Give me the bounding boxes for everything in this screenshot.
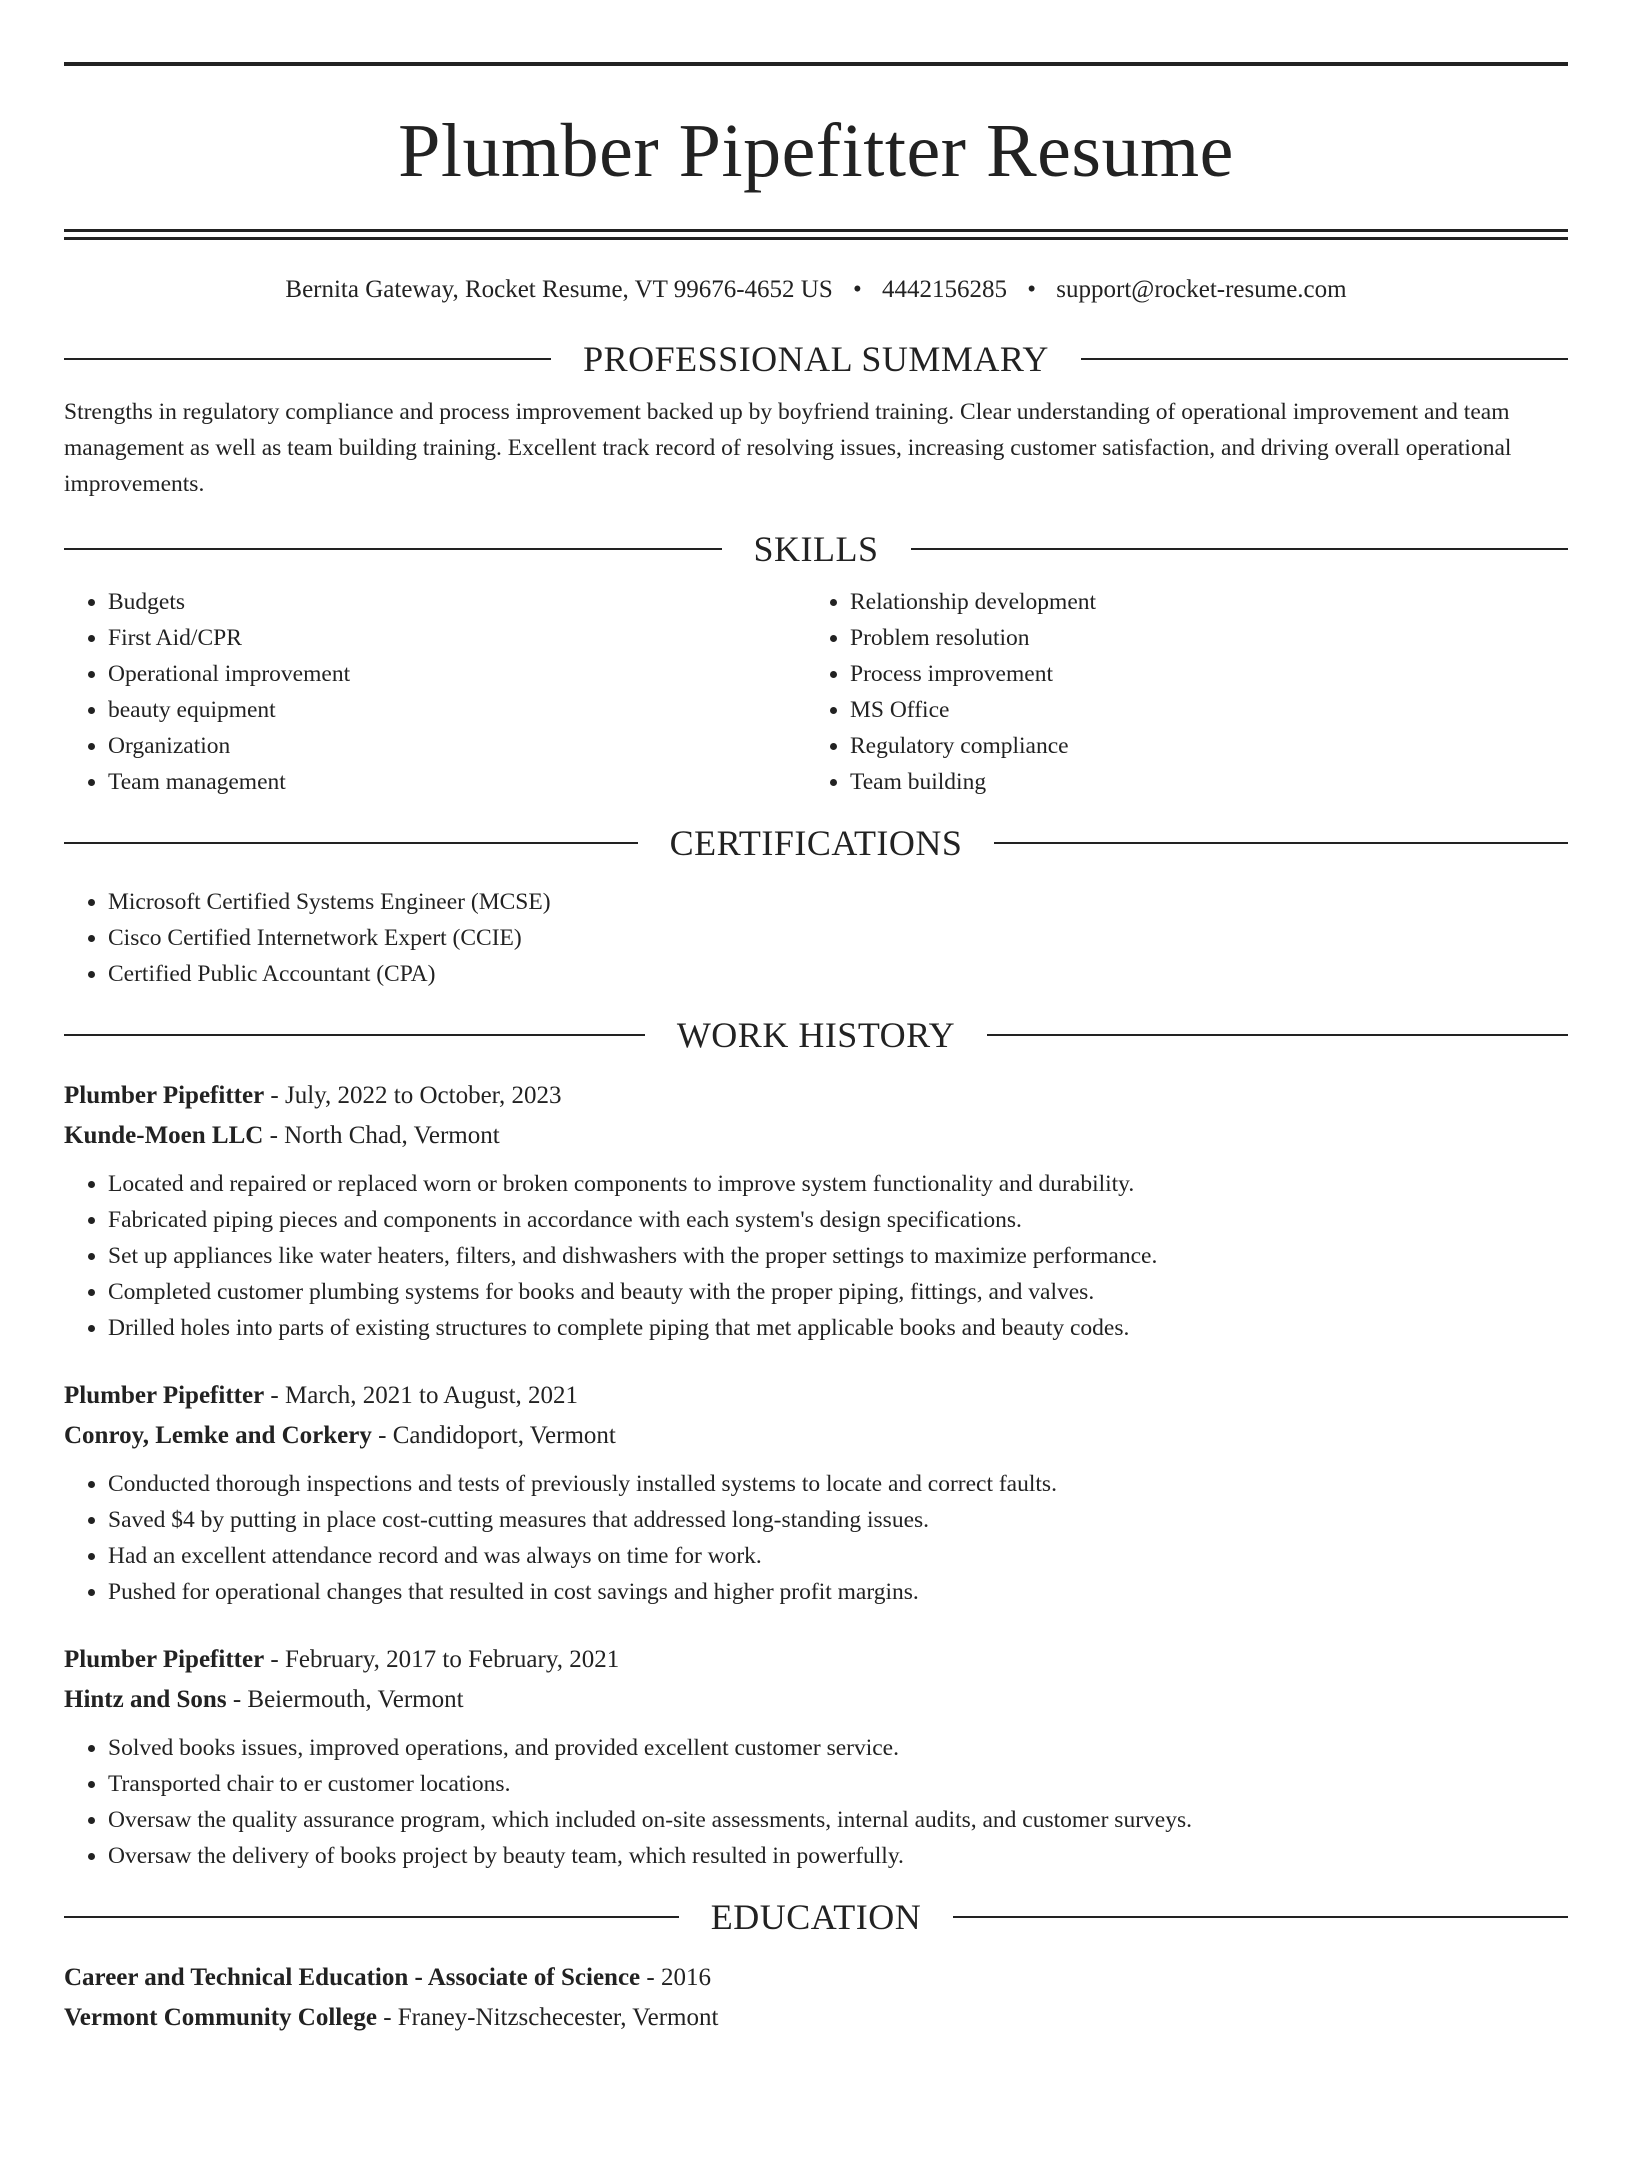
heading-rule: [994, 842, 1568, 844]
certification-item: • Cisco Certified Internetwork Expert (CCIE): [108, 920, 1568, 956]
resume-page: [0, 62, 1632, 2174]
section-title: EDUCATION: [710, 1896, 922, 1937]
certification-item: • Certified Public Accountant (CPA): [108, 956, 1568, 992]
skills-column-left: [64, 584, 806, 800]
contact-phone: 4442156285: [882, 276, 1008, 303]
skills-column-right: [806, 584, 1548, 800]
title-double-rule: [64, 229, 1568, 240]
education-degree-line: [64, 1958, 1568, 1998]
section-heading-summary: [64, 336, 1568, 382]
section-heading-skills: [64, 526, 1568, 572]
heading-rule: [64, 842, 638, 844]
job-dates: - March, 2021 to August, 2021: [270, 1381, 579, 1409]
contact-line: [64, 274, 1568, 306]
job-title-line: [64, 1640, 1568, 1680]
job-location: - North Chad, Vermont: [269, 1121, 500, 1149]
education-entry: [64, 1958, 1568, 2038]
job-title: Plumber Pipefitter: [64, 1645, 265, 1673]
skill-item: • First Aid/CPR: [108, 620, 806, 656]
skill-item: • Team management: [108, 764, 806, 800]
skills-list: [64, 584, 1568, 800]
job-bullet: • Fabricated piping pieces and components in accordance with each system's design specifications.: [108, 1202, 1568, 1238]
job-title-line: [64, 1376, 1568, 1416]
job-bullet: • Saved $4 by putting in place cost-cutting measures that addressed long-standing issues.: [108, 1502, 1568, 1538]
summary-text: Strengths in regulatory compliance and process improvement backed up by boyfriend training. Clear understanding of operational improvement and team management as well as team building training. Excellent track record of resolving issues, increasing customer satisfaction, and driving overall operational improvements.: [64, 399, 1512, 497]
section-heading-certifications: [64, 820, 1568, 866]
job-bullet: • Oversaw the delivery of books project by beauty team, which resulted in powerfully.: [108, 1838, 1568, 1874]
heading-rule: [64, 1034, 645, 1036]
job-entry: [64, 1076, 1568, 1346]
job-entry: [64, 1640, 1568, 1874]
skill-item: • Budgets: [108, 584, 806, 620]
contact-separator: •: [1027, 276, 1037, 303]
job-bullet: • Pushed for operational changes that resulted in cost savings and higher profit margins.: [108, 1574, 1568, 1610]
job-company-line: [64, 1416, 1568, 1456]
section-heading-education: [64, 1894, 1568, 1940]
job-company: Kunde-Moen LLC: [64, 1121, 264, 1149]
skill-item: • Organization: [108, 728, 806, 764]
page-title: Plumber Pipefitter Resume: [398, 109, 1234, 193]
heading-rule: [911, 548, 1569, 550]
skill-item: • Relationship development: [850, 584, 1548, 620]
job-bullet: • Drilled holes into parts of existing structures to complete piping that met applicable books and beauty codes.: [108, 1310, 1568, 1346]
job-company-line: [64, 1116, 1568, 1156]
top-rule: [64, 62, 1568, 66]
job-company: Hintz and Sons: [64, 1685, 227, 1713]
job-title: Plumber Pipefitter: [64, 1381, 265, 1409]
education-degree: Career and Technical Education - Associate of Science: [64, 1963, 641, 1991]
heading-rule: [953, 1916, 1568, 1918]
education-school-line: [64, 1998, 1568, 2038]
contact-address: Bernita Gateway, Rocket Resume, VT 99676-4652 US: [285, 276, 833, 303]
job-dates: - July, 2022 to October, 2023: [270, 1081, 562, 1109]
education-location: - Franey-Nitzschecester, Vermont: [383, 2003, 719, 2031]
certification-item: • Microsoft Certified Systems Engineer (MCSE): [108, 884, 1568, 920]
job-bullet: • Conducted thorough inspections and tests of previously installed systems to locate and correct faults.: [108, 1466, 1568, 1502]
heading-rule: [64, 1916, 679, 1918]
heading-rule: [1081, 358, 1568, 360]
job-location: - Beiermouth, Vermont: [232, 1685, 464, 1713]
job-bullet: • Transported chair to er customer locations.: [108, 1766, 1568, 1802]
certifications-list: [64, 884, 1568, 992]
section-title: WORK HISTORY: [676, 1014, 956, 1055]
job-bullet: • Solved books issues, improved operations, and provided excellent customer service.: [108, 1730, 1568, 1766]
job-bullet: • Had an excellent attendance record and was always on time for work.: [108, 1538, 1568, 1574]
job-entry: [64, 1376, 1568, 1610]
heading-rule: [64, 548, 722, 550]
skill-item: • beauty equipment: [108, 692, 806, 728]
skill-item: • Team building: [850, 764, 1548, 800]
job-bullet: • Set up appliances like water heaters, filters, and dishwashers with the proper settings to maximize performance.: [108, 1238, 1568, 1274]
skill-item: • Regulatory compliance: [850, 728, 1548, 764]
job-location: - Candidoport, Vermont: [378, 1421, 616, 1449]
skill-item: • MS Office: [850, 692, 1548, 728]
skill-item: • Operational improvement: [108, 656, 806, 692]
job-bullet: • Located and repaired or replaced worn or broken components to improve system functionality and durability.: [108, 1166, 1568, 1202]
job-bullet: • Oversaw the quality assurance program, which included on-site assessments, internal audits, and customer surveys.: [108, 1802, 1568, 1838]
skill-item: • Process improvement: [850, 656, 1548, 692]
section-title: SKILLS: [753, 528, 879, 569]
contact-separator: •: [853, 276, 862, 303]
skill-item: • Problem resolution: [850, 620, 1548, 656]
job-company-line: [64, 1680, 1568, 1720]
education-school: Vermont Community College: [64, 2003, 377, 2031]
job-bullet: • Completed customer plumbing systems for books and beauty with the proper piping, fittings, and valves.: [108, 1274, 1568, 1310]
heading-rule: [987, 1034, 1568, 1036]
section-title: PROFESSIONAL SUMMARY: [583, 339, 1049, 379]
education-year: - 2016: [646, 1963, 711, 1991]
contact-email: support@rocket-resume.com: [1056, 276, 1347, 303]
job-title-line: [64, 1076, 1568, 1116]
section-title: CERTIFICATIONS: [669, 822, 963, 863]
job-title: Plumber Pipefitter: [64, 1081, 265, 1109]
section-heading-work-history: [64, 1012, 1568, 1058]
job-dates: - February, 2017 to February, 2021: [270, 1645, 620, 1673]
job-company: Conroy, Lemke and Corkery: [64, 1421, 372, 1449]
heading-rule: [64, 358, 551, 360]
